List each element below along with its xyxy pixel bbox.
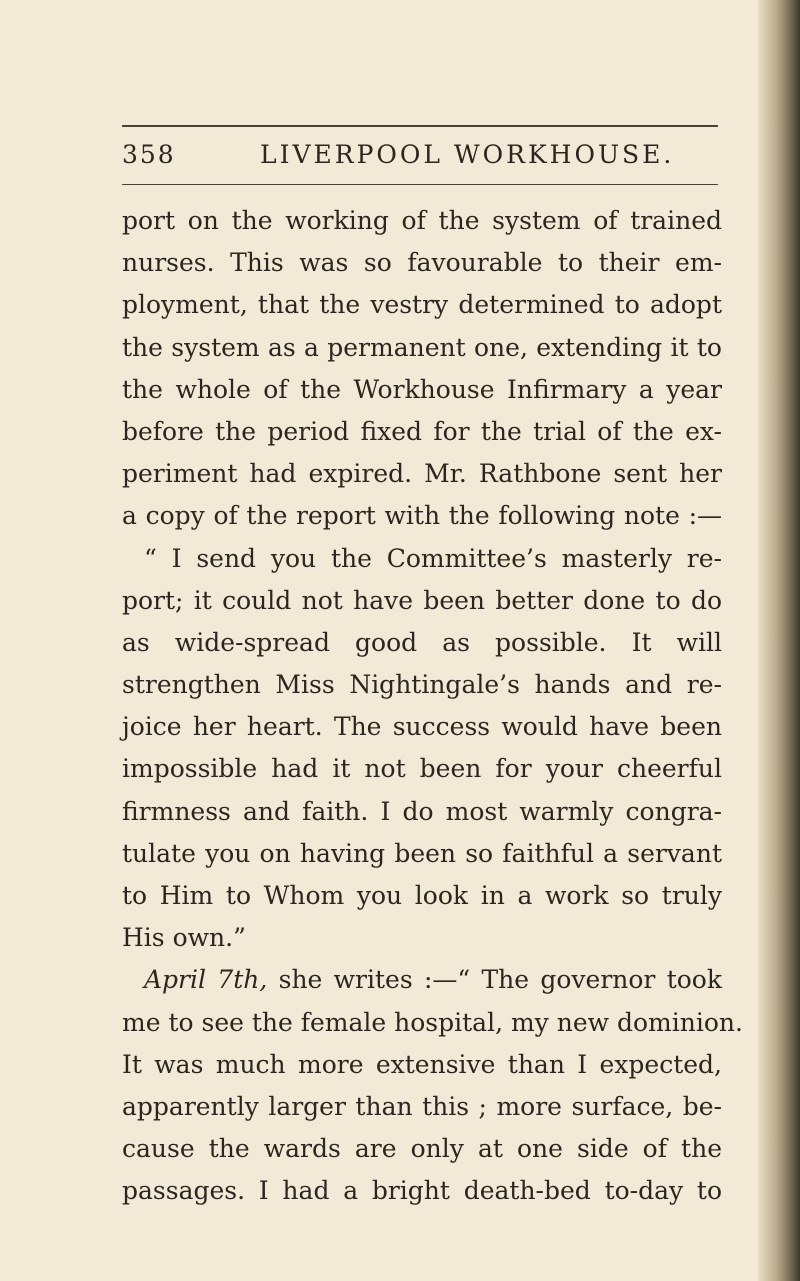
text-line: port; it could not have been better done to do bbox=[122, 585, 722, 615]
text-line: joice her heart. The success would have been bbox=[122, 712, 722, 742]
header-rule-bottom bbox=[122, 184, 718, 185]
text-line: impossible had it not been for your cheerful bbox=[122, 754, 722, 784]
text-line-april bbox=[122, 959, 722, 1001]
text-line: a copy of the report with the following note :— bbox=[122, 501, 722, 531]
header-rule-top bbox=[122, 125, 718, 127]
page-edge-shadow bbox=[758, 0, 800, 1281]
text-line: before the period fixed for the trial of the ex- bbox=[122, 416, 722, 446]
text-line: tulate you on having been so faithful a servant bbox=[122, 838, 722, 868]
text-line: ployment, that the vestry determined to adopt bbox=[122, 290, 722, 320]
running-title: LIVERPOOL WORKHOUSE. bbox=[260, 140, 675, 169]
text-line: to Him to Whom you look in a work so truly bbox=[122, 881, 722, 910]
text-line: the system as a permanent one, extending it to bbox=[122, 332, 722, 362]
text-line: “ I send you the Committee’s masterly re- bbox=[144, 543, 722, 573]
text-line: the whole of the Workhouse Infirmary a year bbox=[122, 374, 722, 404]
text-line: periment had expired. Mr. Rathbone sent her bbox=[122, 459, 722, 489]
april-rest: she writes :—“ The governor took bbox=[267, 965, 722, 995]
text-line: strengthen Miss Nightingale’s hands and re- bbox=[122, 670, 722, 700]
text-line: port on the working of the system of trained bbox=[122, 206, 722, 235]
text-line: nurses. This was so favourable to their em- bbox=[122, 248, 722, 278]
text-line: as wide-spread good as possible. It will bbox=[122, 627, 722, 657]
page-number: 358 bbox=[122, 140, 176, 169]
text-line: It was much more extensive than I expected, bbox=[122, 1049, 722, 1079]
text-line: cause the wards are only at one side of the bbox=[122, 1134, 722, 1164]
text-line: me to see the female hospital, my new dominion. bbox=[122, 1007, 743, 1037]
text-line: apparently larger than this ; more surface, be- bbox=[122, 1091, 722, 1121]
april-date: April 7th, bbox=[144, 965, 268, 995]
running-header bbox=[122, 140, 722, 172]
text-line: firmness and faith. I do most warmly congra- bbox=[122, 796, 722, 826]
text-line: His own.” bbox=[122, 923, 246, 953]
text-line: passages. I had a bright death-bed to-day to bbox=[122, 1176, 722, 1206]
body-text bbox=[122, 200, 743, 1213]
